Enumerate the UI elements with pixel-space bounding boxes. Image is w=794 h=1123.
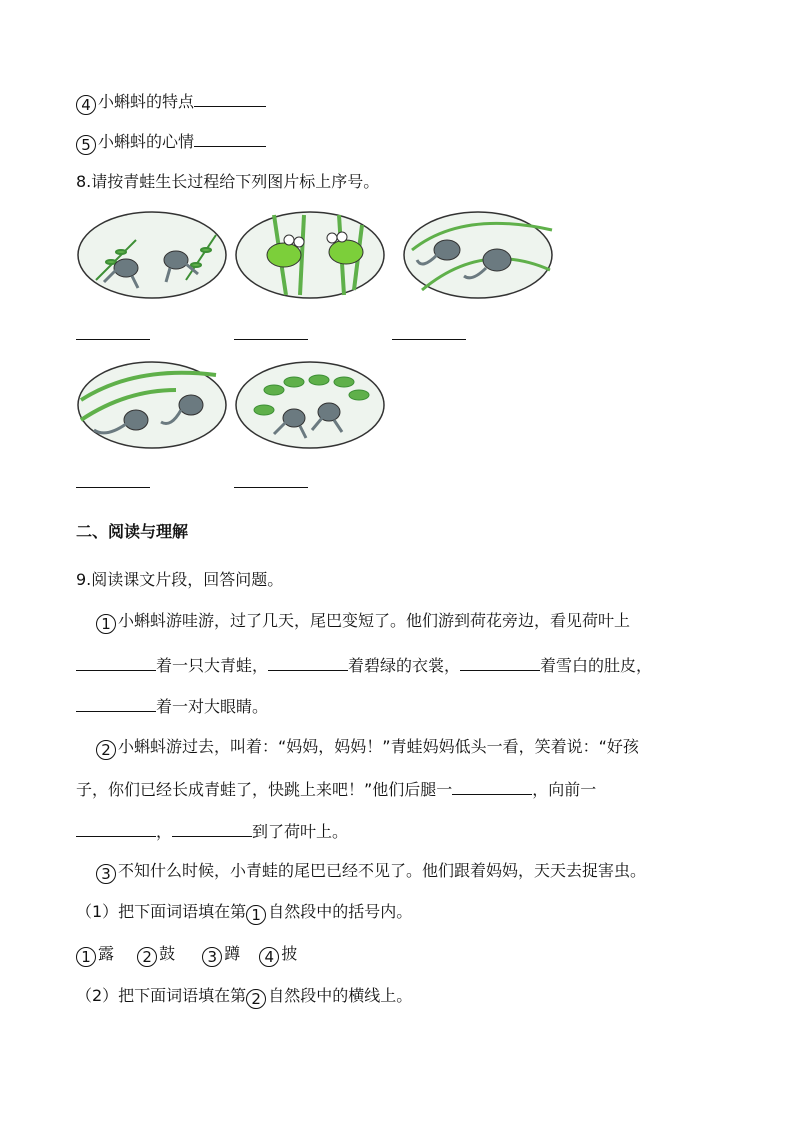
- section-heading: 二、阅读与理解: [76, 522, 189, 541]
- word-option: [259, 944, 298, 966]
- sub-text: 自然段中的括号内。: [268, 902, 413, 921]
- blank[interactable]: [76, 695, 156, 712]
- q9-sub1: [76, 902, 412, 925]
- circled-number: 1: [76, 947, 96, 967]
- q9-para2-line1: [96, 737, 639, 760]
- q7-item-4: [76, 90, 266, 115]
- blank[interactable]: [172, 820, 252, 837]
- circled-number: 4: [76, 95, 96, 115]
- para-text: 不知什么时候，小青蛙的尾巴已经不见了。他们跟着妈妈，天天去捉害虫。: [118, 861, 647, 880]
- q9-para1-line3: [76, 695, 268, 717]
- green-frogs-picture: [234, 210, 386, 300]
- q9-sub2: [76, 986, 412, 1009]
- item-text: 小蝌蚪的特点: [98, 92, 195, 111]
- answer-blank-5[interactable]: [234, 486, 308, 488]
- answer-blank[interactable]: [194, 90, 266, 107]
- word-option: [202, 944, 241, 966]
- tadpoles-with-legs-picture: [76, 210, 228, 300]
- word: 露: [98, 944, 115, 963]
- word: 鼓: [159, 944, 176, 963]
- answer-blank[interactable]: [194, 130, 266, 147]
- q9-para2-line3: [76, 820, 348, 842]
- tadpoles-four-legs-picture: [234, 360, 386, 450]
- para-text: 着雪白的肚皮，: [540, 656, 653, 675]
- sub-text: 自然段中的横线上。: [268, 986, 413, 1005]
- circled-number: 3: [202, 947, 222, 967]
- blank[interactable]: [76, 654, 156, 671]
- para-text: 小蝌蚪游哇游，过了几天，尾巴变短了。他们游到荷花旁边，看见荷叶上: [118, 611, 631, 630]
- word: 蹲: [224, 944, 241, 963]
- blank[interactable]: [460, 654, 540, 671]
- circled-number: 2: [137, 947, 157, 967]
- circled-number: 1: [96, 614, 116, 634]
- circled-number: 4: [259, 947, 279, 967]
- word-option: [76, 944, 115, 966]
- answer-blank-3[interactable]: [392, 338, 466, 340]
- blank[interactable]: [452, 778, 532, 795]
- q9-para1-line2: [76, 654, 652, 676]
- para-text: 到了荷叶上。: [252, 822, 349, 841]
- circled-number: 2: [96, 740, 116, 760]
- para-text: 着碧绿的衣裳，: [348, 656, 461, 675]
- q7-item-5: [76, 130, 266, 155]
- tadpoles-back-legs-picture: [402, 210, 554, 300]
- answer-blank-1[interactable]: [76, 338, 150, 340]
- blank[interactable]: [76, 820, 156, 837]
- blank[interactable]: [268, 654, 348, 671]
- para-text: 着一只大青蛙，: [156, 656, 269, 675]
- answer-blank-4[interactable]: [76, 486, 150, 488]
- sub-text: （2）把下面词语填在第: [76, 986, 247, 1005]
- circled-number: 5: [76, 135, 96, 155]
- q9-para3: [96, 861, 646, 884]
- circled-number: 3: [96, 864, 116, 884]
- word: 披: [281, 944, 298, 963]
- answer-blank-2[interactable]: [234, 338, 308, 340]
- para-text: ，向前一: [532, 780, 597, 799]
- para-text: 小蝌蚪游过去，叫着：“妈妈，妈妈！”青蛙妈妈低头一看，笑着说：“好孩: [118, 737, 639, 756]
- circled-number: 1: [246, 905, 266, 925]
- para-text: ，: [156, 822, 173, 841]
- q9-para1-line1: [96, 611, 630, 634]
- q8-prompt: 8.请按青蛙生长过程给下列图片标上序号。: [76, 172, 380, 191]
- q9-prompt: 9.阅读课文片段，回答问题。: [76, 570, 284, 589]
- word-option: [137, 944, 176, 966]
- para-text: 子，你们已经长成青蛙了，快跳上来吧！”他们后腿一: [76, 780, 453, 799]
- para-text: 着一对大眼睛。: [156, 697, 269, 716]
- tadpoles-swimming-picture: [76, 360, 228, 450]
- item-text: 小蝌蚪的心情: [98, 132, 195, 151]
- circled-number: 2: [246, 989, 266, 1009]
- sub-text: （1）把下面词语填在第: [76, 902, 247, 921]
- q9-word-options: [76, 944, 297, 967]
- q9-para2-line2: [76, 778, 596, 800]
